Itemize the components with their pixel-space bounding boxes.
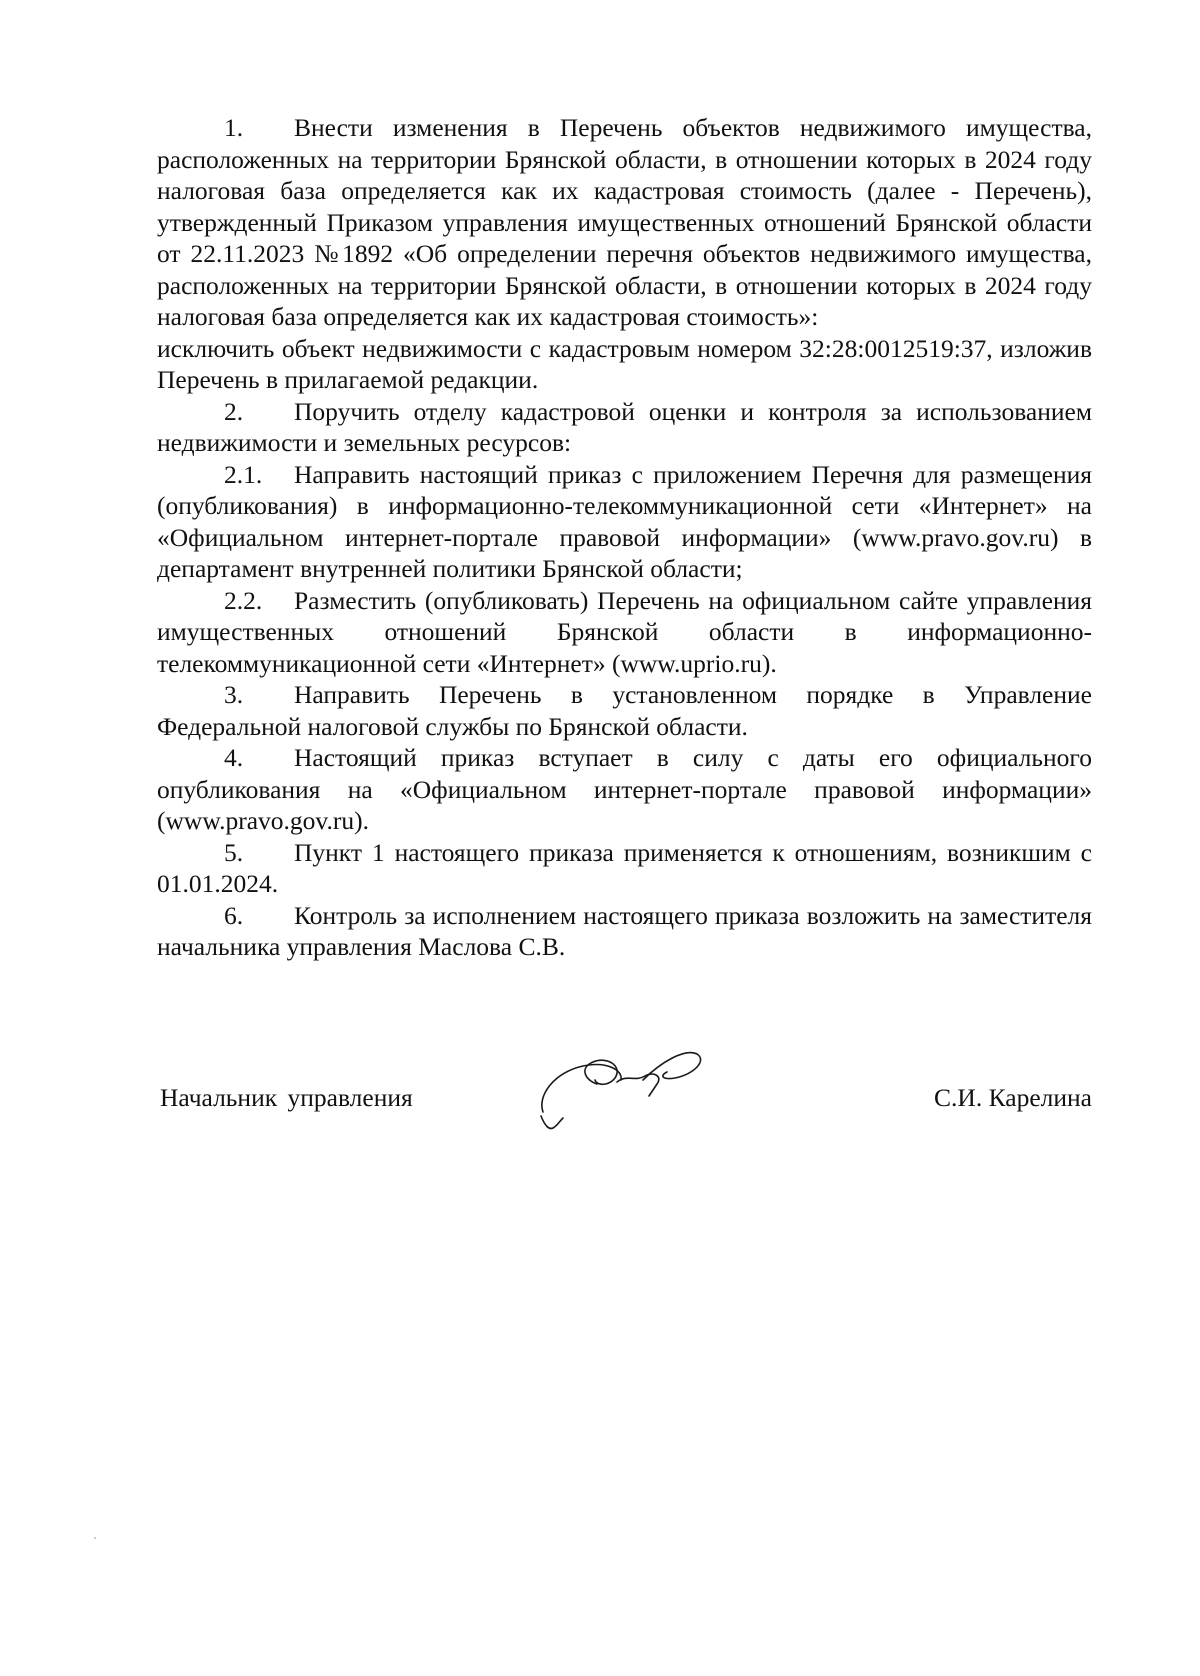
- paragraph-number: 6.: [224, 900, 244, 930]
- paragraph-text: Направить настоящий приказ с приложением Перечня для размещения (опубликования) в информационно-телекоммуникационной сети «Интернет» на «Официальном интернет-портале правовой информации» (www.pravo.gov.ru) в департамент внутренней политики Брянской области;: [157, 459, 1092, 583]
- paragraph-6: [157, 900, 1092, 963]
- signatory-name: С.И. Карелина: [934, 1083, 1092, 1112]
- paragraph-number: 2.2.: [224, 585, 263, 615]
- paragraph-2-2: [157, 585, 1092, 680]
- paragraph-1-continuation: [157, 333, 1092, 396]
- paragraph-text: исключить объект недвижимости с кадастровым номером 32:28:0012519:37, изложив Перечень в прилагаемой редакции.: [157, 333, 1092, 394]
- document-body: [157, 112, 1092, 963]
- paragraph-text: Направить Перечень в установленном порядке в Управление Федеральной налоговой службы по Брянской области.: [157, 680, 1092, 741]
- signature-icon: [535, 1040, 715, 1140]
- paragraph-2: [157, 396, 1092, 459]
- paragraph-1: [157, 112, 1092, 333]
- paragraph-text: Разместить (опубликовать) Перечень на официальном сайте управления имущественных отношений Брянской области в информационно-телекоммуникационной сети «Интернет» (www.uprio.ru).: [157, 585, 1092, 678]
- scan-speck: [94, 1537, 96, 1539]
- signatory-position: Начальник управления: [160, 1083, 413, 1112]
- paragraph-number: 1.: [224, 113, 244, 142]
- paragraph-number: 3.: [224, 680, 244, 709]
- paragraph-3: [157, 679, 1092, 742]
- paragraph-text: Поручить отделу кадастровой оценки и контроля за использованием недвижимости и земельных ресурсов:: [157, 396, 1092, 457]
- paragraph-text: Контроль за исполнением настоящего приказа возложить на заместителя начальника управления Маслова С.В.: [157, 900, 1092, 961]
- paragraph-number: 2.1.: [224, 459, 263, 489]
- paragraph-text: Внести изменения в Перечень объектов недвижимого имущества, расположенных на территории Брянской области, в отношении которых в 2024 году налоговая база определяется как их кадастровая стоимость (далее - Перечень), утвержденный Приказом управления имущественных отношений Брянской области от 22.11.2023 №1892 «Об определении перечня объектов недвижимого имущества, расположенных на территории Брянской области, в отношении которых в 2024 году налоговая база определяется как их кадастровая стоимость»:: [157, 113, 1092, 331]
- paragraph-number: 2.: [224, 396, 244, 426]
- paragraph-text: Настоящий приказ вступает в силу с даты его официального опубликования на «Официальном интернет-портале правовой информации» (www.pravo.gov.ru).: [157, 743, 1092, 835]
- paragraph-5: [157, 837, 1092, 900]
- paragraph-4: [157, 742, 1092, 837]
- paragraph-text: Пункт 1 настоящего приказа применяется к отношениям, возникшим с 01.01.2024.: [157, 837, 1092, 898]
- paragraph-number: 4.: [224, 743, 244, 772]
- paragraph-number: 5.: [224, 837, 244, 867]
- paragraph-2-1: [157, 459, 1092, 585]
